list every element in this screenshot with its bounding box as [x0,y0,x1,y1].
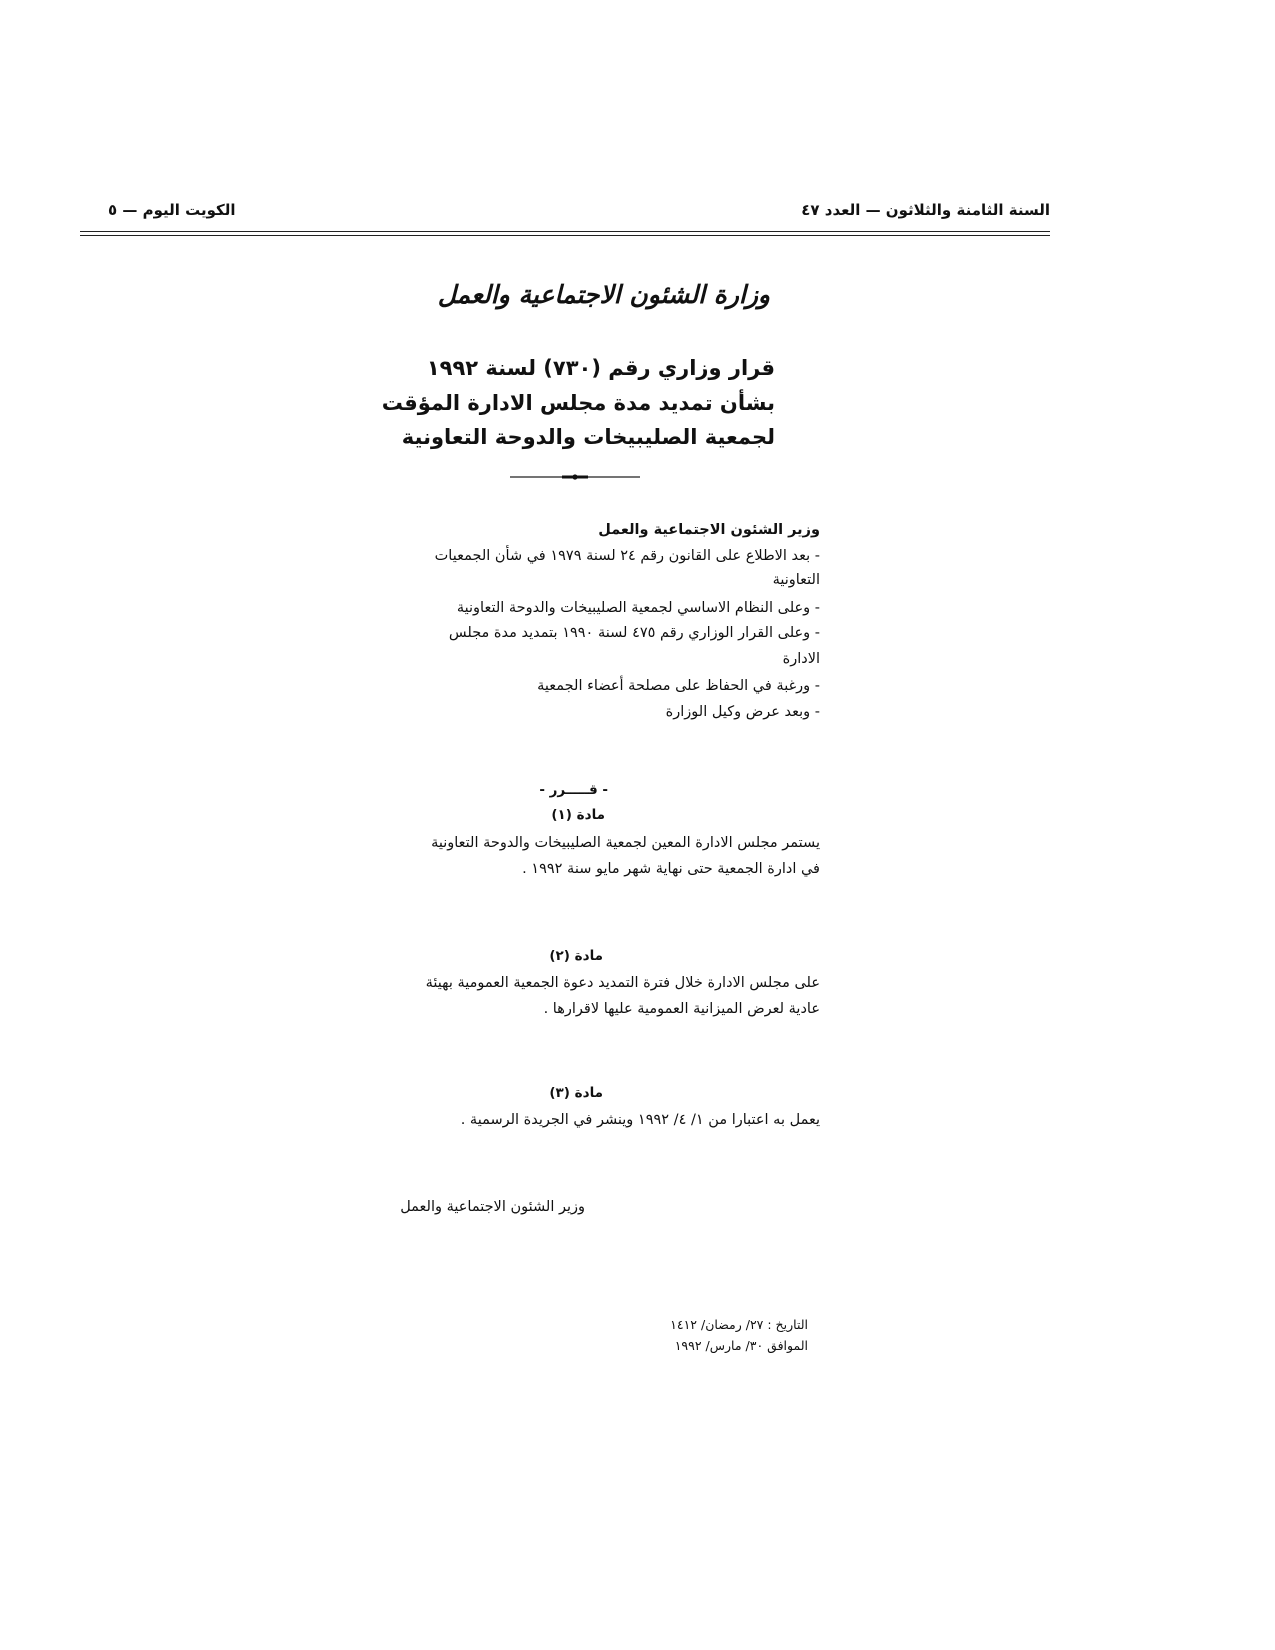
preamble-line: - ورغبة في الحفاظ على مصلحة أعضاء الجمعية [537,678,820,694]
preamble-line: - بعد الاطلاع على القانون رقم ٢٤ لسنة ١٩٧٩ في شأن الجمعيات [434,548,820,564]
preamble-line: التعاونية [772,572,820,588]
date-gregorian: الموافق ٣٠/ مارس/ ١٩٩٢ [674,1338,808,1353]
decision-title-line: قرار وزاري رقم (٧٣٠) لسنة ١٩٩٢ [426,356,775,380]
date-hijri: التاريخ : ٢٧/ رمضان/ ١٤١٢ [670,1317,808,1332]
article-line: يستمر مجلس الادارة المعين لجمعية الصليبيخات والدوحة التعاونية [431,835,820,851]
decision-title-line: بشأن تمديد مدة مجلس الادارة المؤقت [381,391,775,415]
title-separator [510,472,640,482]
header-rule-top [80,231,1050,232]
issue-number: السنة الثامنة والثلاثون — العدد ٤٧ [801,201,1050,219]
preamble-issuer: وزير الشئون الاجتماعية والعمل [598,522,820,538]
preamble-line: - وعلى النظام الاساسي لجمعية الصليبيخات والدوحة التعاونية [456,600,820,616]
preamble-line: - وعلى القرار الوزاري رقم ٤٧٥ لسنة ١٩٩٠ بتمديد مدة مجلس [448,625,820,641]
page-number: الكويت اليوم — ٥ [108,201,236,219]
signature: وزير الشئون الاجتماعية والعمل [400,1199,585,1215]
resolved-heading: - قـــــرر - [539,782,608,798]
article-line: على مجلس الادارة خلال فترة التمديد دعوة الجمعية العمومية بهيئة [425,975,820,991]
article-line: في ادارة الجمعية حتى نهاية شهر مايو سنة ١٩٩٢ . [522,861,820,877]
header-rule-bottom [80,235,1050,236]
article-heading: مادة (١) [551,807,605,823]
decision-title-line: لجمعية الصليبيخات والدوحة التعاونية [401,425,775,449]
preamble-line: - وبعد عرض وكيل الوزارة [665,704,820,720]
article-heading: مادة (٢) [549,948,603,964]
ministry-title: وزارة الشئون الاجتماعية والعمل [437,280,770,309]
article-heading: مادة (٣) [549,1085,603,1101]
article-line: يعمل به اعتبارا من ١/ ٤/ ١٩٩٢ وينشر في الجريدة الرسمية . [460,1112,820,1128]
article-line: عادية لعرض الميزانية العمومية عليها لاقرارها . [543,1001,820,1017]
preamble-line: الادارة [782,651,820,667]
